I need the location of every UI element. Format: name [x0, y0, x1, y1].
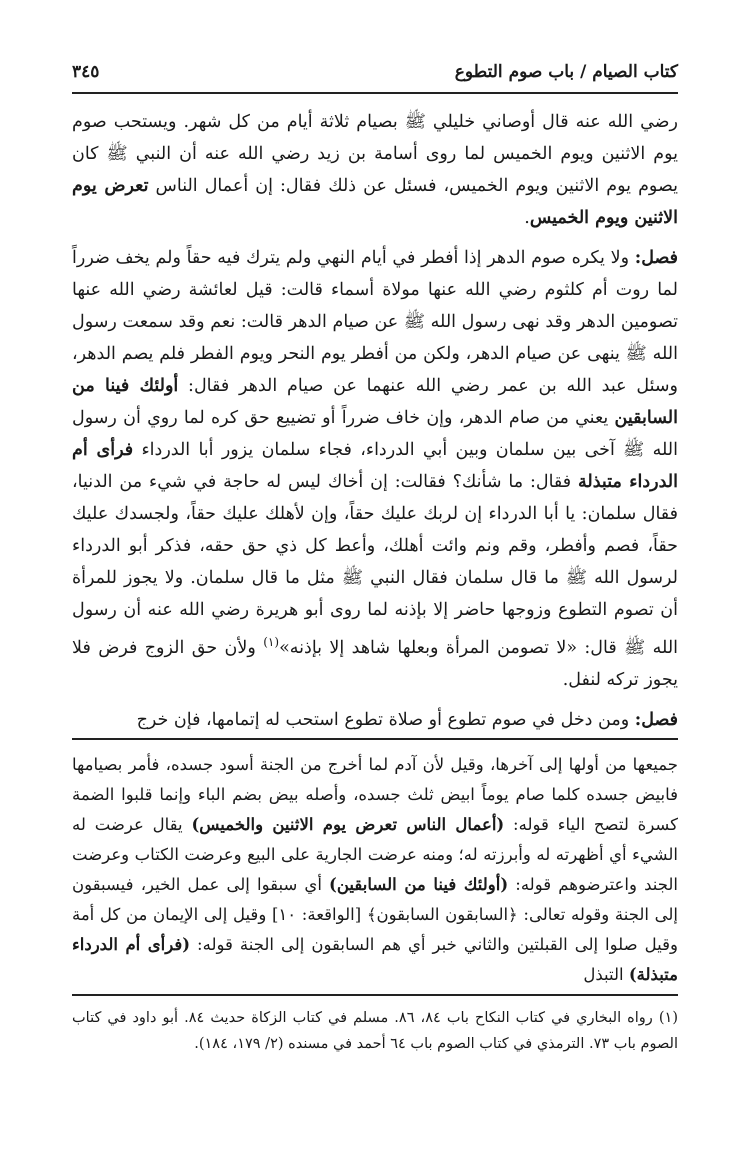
main-text	[72, 106, 678, 736]
emphasis: (فرأى أم الدرداء متبذلة)	[72, 935, 678, 984]
section-label: فصل:	[634, 248, 678, 268]
header-rule	[72, 92, 678, 94]
paragraph: جميعها من أولها إلى آخرها، وقيل لأن آدم لما أخرج من الجنة أسود جسده، فأمر بصيامها فابيض جسده كلما صام يوماً ابيض ثلث جسده، وأصله بيض بضم الباء وإنما قلبوا الضمة كسرة لتصح الياء قوله: (أعمال الناس تعرض يوم الاثنين والخميس) يقال عرضت له الشيء أي أظهرته له وأبرزته له؛ ومنه عرضت الجارية على البيع وعرضت الكتاب وعرضت الجند واعترضوهم قوله: (أولئك فينا من السابقين) أي سبقوا إلى عمل الخير، فيسبقون إلى الجنة وقوله تعالى: ﴿السابقون السابقون﴾ [الواقعة: ١٠] وقيل إلى الإيمان من كل أمة وقيل صلوا إلى القبلتين والثاني خبر أي هم السابقون إلى الجنة قوله: (فرأى أم الدرداء متبذلة) التبذل	[72, 755, 678, 984]
footnote	[72, 1005, 678, 1057]
emphasis: أولئك فينا من السابقين	[72, 376, 678, 428]
commentary-text	[72, 750, 678, 990]
footnote-rule	[72, 994, 678, 996]
footnote-reference: (١)	[263, 635, 280, 649]
section-label: فصل:	[634, 709, 678, 730]
footnote-text: (١) رواه البخاري في كتاب النكاح باب ٨٤، ٨٦. مسلم في كتاب الزكاة حديث ٨٤. أبو داود في كتاب الصوم باب ٧٣. الترمذي في كتاب الصوم باب ٦٤ أحمد في مسنده (٢/ ١٧٩، ١٨٤).	[72, 1010, 678, 1052]
chapter-title: كتاب الصيام / باب صوم التطوع	[454, 62, 678, 82]
commentary-rule	[72, 738, 678, 740]
emphasis: (أولئك فينا من السابقين)	[329, 875, 509, 894]
running-header	[72, 62, 678, 90]
paragraph: فصل: ومن دخل في صوم تطوع أو صلاة تطوع استحب له إتمامها، فإن خرج	[136, 709, 678, 730]
paragraph: فصل: ولا يكره صوم الدهر إذا أفطر في أيام النهي ولم يترك فيه حقاً ولم يخف ضرراً لما روت أم كلثوم رضي الله عنها مولاة أسماء قالت: قيل لعائشة رضي الله عنها تصومين الدهر وقد نهى رسول الله ﷺ عن صيام الدهر قالت: نعم وقد سمعت رسول الله ﷺ ينهى عن صيام الدهر، ولكن من أفطر يوم النحر ويوم الفطر فلم يصم الدهر، وسئل عبد الله بن عمر رضي الله عنهما عن صيام الدهر فقال: أولئك فينا من السابقين يعني من صام الدهر، وإن خاف ضرراً أو تضييع حق كره لما روي أن رسول الله ﷺ آخى بين سلمان وبين أبي الدرداء، فجاء سلمان يزور أبا الدرداء فرأى أم الدرداء متبذلة فقال: ما شأنك؟ فقالت: إن أخاك ليس له حاجة في شيء من الدنيا، فقال سلمان: يا أبا الدرداء إن لربك عليك حقاً، وإن لأهلك عليك حقاً، ولجسدك عليك حقاً، فصم وأفطر، وقم ونم وائت أهلك، وأعط كل ذي حق حقه، فذكر أبو الدرداء لرسول الله ﷺ ما قال سلمان فقال النبي ﷺ مثل ما قال سلمان. ولا يجوز للمرأة أن تصوم التطوع وزوجها حاضر إلا بإذنه لما روى أبو هريرة رضي الله عنه أن رسول الله ﷺ قال: «لا تصومن المرأة وبعلها شاهد إلا بإذنه»$^{(١)}$ ولأن حق الزوج فرض فلا يجوز تركه لنفل.	[72, 248, 679, 690]
emphasis: (أعمال الناس تعرض يوم الاثنين والخميس)	[191, 815, 505, 834]
emphasis: فرأى أم الدرداء متبذلة	[72, 440, 678, 492]
paragraph: رضي الله عنه قال أوصاني خليلي ﷺ بصيام ثلاثة أيام من كل شهر. ويستحب صوم يوم الاثنين ويوم الخميس لما روى أسامة بن زيد رضي الله عنه أن النبي ﷺ كان يصوم يوم الاثنين ويوم الخميس، فسئل عن ذلك فقال: إن أعمال الناس تعرض يوم الاثنين ويوم الخميس.	[72, 112, 678, 228]
page-number: ٣٤٥	[72, 62, 100, 82]
emphasis: تعرض يوم الاثنين ويوم الخميس	[72, 176, 678, 228]
footnote-number: (١)	[658, 1010, 678, 1026]
